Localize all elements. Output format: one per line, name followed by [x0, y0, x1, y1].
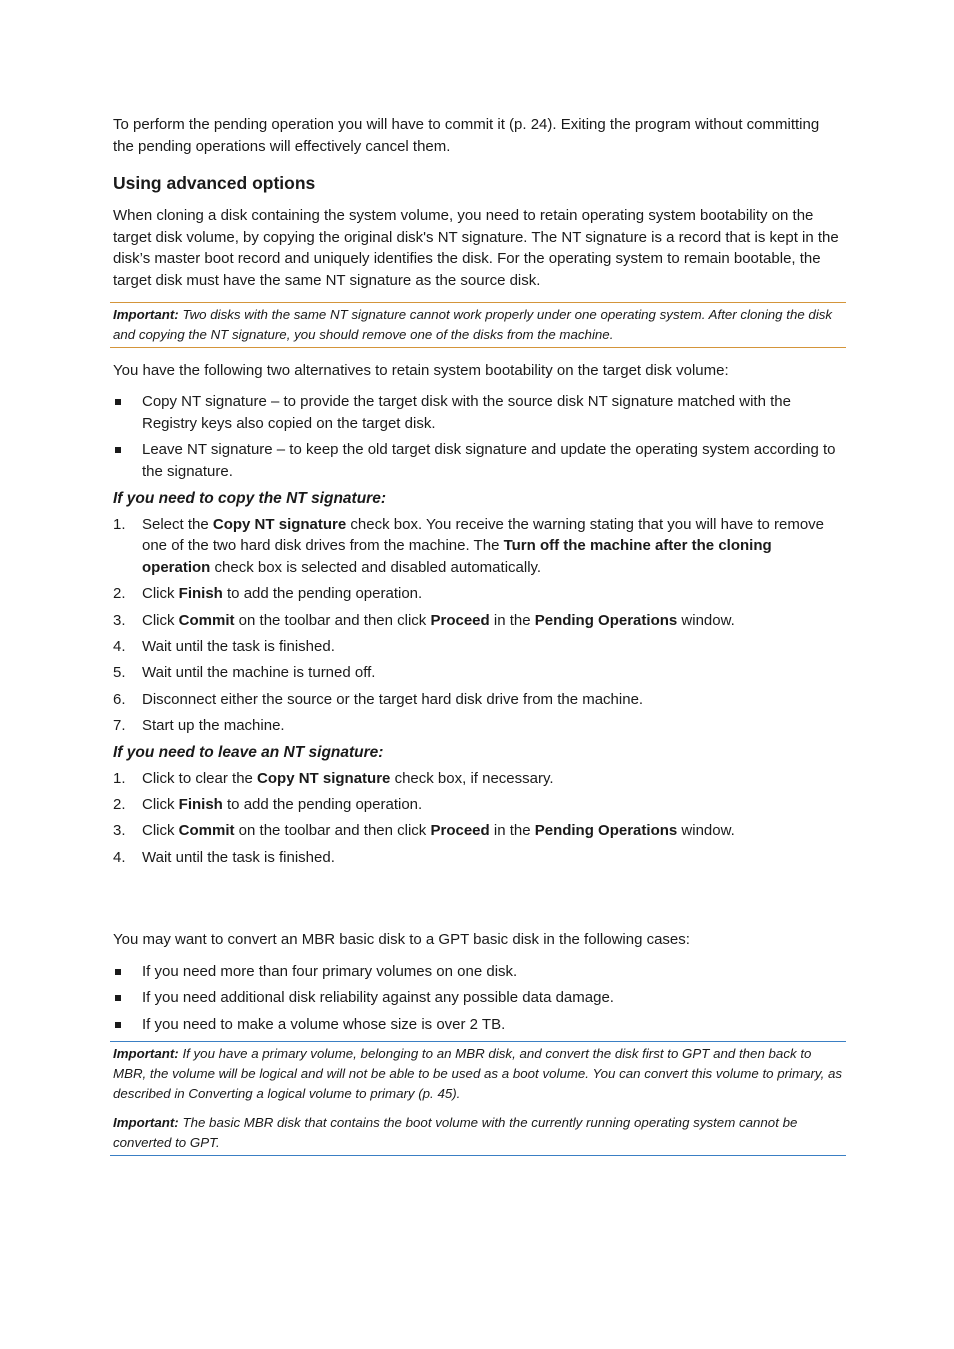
copy-signature-heading: If you need to copy the NT signature: — [113, 489, 386, 507]
important-note-gpt — [110, 1041, 846, 1156]
note-label: Important: — [113, 1045, 179, 1061]
list-item: 6. Disconnect either the source or the target hard disk drive from the machine. — [113, 690, 644, 708]
note-label: Important: — [113, 1114, 179, 1130]
list-item: If you need additional disk reliability against any possible data damage. — [113, 987, 843, 1009]
document-page — [113, 114, 843, 1168]
alternatives-intro: You have the following two alternatives to retain system bootability on the target disk volume: — [113, 361, 729, 379]
list-item: 4. Wait until the task is finished. — [113, 637, 335, 655]
list-item: 1. Click to clear the Copy NT signature check box, if necessary. — [113, 769, 554, 787]
alternatives-list — [113, 391, 843, 482]
list-item: 3. Click Commit on the toolbar and then click Proceed in the Pending Operations window. — [113, 611, 735, 629]
leave-signature-heading: If you need to leave an NT signature: — [113, 743, 384, 761]
list-item: 7. Start up the machine. — [113, 717, 285, 735]
list-item: 4. Wait until the task is finished. — [113, 848, 335, 866]
list-item: If you need more than four primary volumes on one disk. — [113, 961, 843, 983]
note-text: The basic MBR disk that contains the boot volume with the currently running operating system cannot be converted to GPT. — [113, 1114, 798, 1150]
note-label: Important: — [113, 306, 179, 322]
note-text: Two disks with the same NT signature cannot work properly under one operating system. After cloning the disk and copying the NT signature, you should remove one of the disks from the machine. — [113, 306, 833, 342]
gpt-cases-list — [113, 961, 843, 1036]
list-item: 1. Select the Copy NT signature check box. You receive the warning stating that you will have to remove one of the two hard disk drives from the machine. The Turn off the machine after the cloning operation check box is selected and disabled automatically. — [113, 515, 825, 576]
note-text: If you have a primary volume, belonging to an MBR disk, and convert the disk first to GPT and then back to MBR, the volume will be logical and will not be able to be used as a boot volume. You can convert this volume to primary, as described in Converting a logical volume to primary (p. 45). — [113, 1045, 843, 1101]
leave-steps-list — [113, 768, 843, 869]
list-item: 2. Click Finish to add the pending operation. — [113, 585, 423, 603]
list-item: Copy NT signature – to provide the target disk with the source disk NT signature matched with the Registry keys also copied on the target disk. — [113, 391, 843, 434]
bootability-paragraph: When cloning a disk containing the system volume, you need to retain operating system bootability on the target disk volume, by copying the original disk's NT signature. The NT signature is a record that is kept in the disk’s master boot record and uniquely identifies the disk. For the operating system to remain bootable, the target disk must have the same NT signature as the source disk. — [113, 207, 839, 289]
section-heading: Using advanced options — [113, 173, 316, 194]
intro-paragraph: To perform the pending operation you will have to commit it (p. 24). Exiting the program without committing the pending operations will effectively cancel them. — [113, 116, 820, 155]
list-item: If you need to make a volume whose size is over 2 TB. — [113, 1014, 843, 1036]
gpt-intro-paragraph: You may want to convert an MBR basic disk to a GPT basic disk in the following cases: — [113, 931, 690, 949]
list-item: 5. Wait until the machine is turned off. — [113, 664, 376, 682]
important-note-signature — [110, 302, 846, 348]
copy-steps-list — [113, 514, 843, 737]
list-item: Leave NT signature – to keep the old target disk signature and update the operating system according to the signature. — [113, 439, 843, 482]
list-item: 2. Click Finish to add the pending operation. — [113, 796, 423, 814]
list-item: 3. Click Commit on the toolbar and then click Proceed in the Pending Operations window. — [113, 822, 735, 840]
